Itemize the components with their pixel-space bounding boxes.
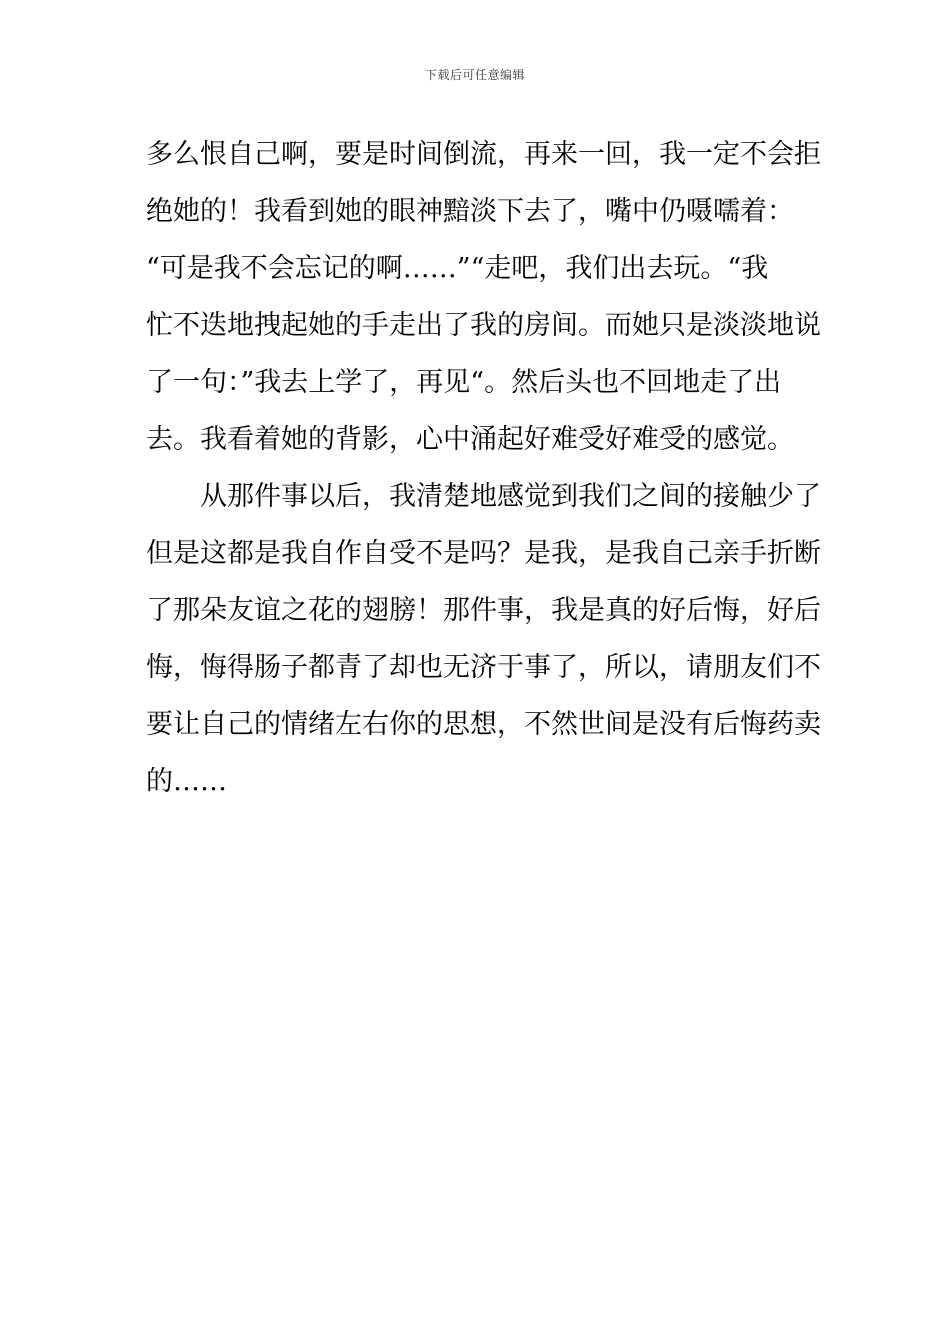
document-body [146, 126, 821, 810]
text-line: 了那朵友谊之花的翅膀！那件事，我是真的好后悔，好后 [146, 595, 821, 626]
text-line: 要让自己的情绪左右你的思想，不然世间是没有后悔药卖 [146, 709, 821, 740]
text-line: 忙不迭地拽起她的手走出了我的房间。而她只是淡淡地说 [146, 310, 821, 341]
paragraph-1 [146, 126, 821, 468]
paragraph-2 [146, 468, 821, 810]
text-line: 绝她的！我看到她的眼神黯淡下去了，嘴中仍嗫嚅着： [146, 196, 794, 227]
text-line: 去。我看着她的背影，心中涌起好难受好难受的感觉。 [146, 424, 794, 455]
text-line: 但是这都是我自作自受不是吗？是我，是我自己亲手折断 [146, 538, 821, 569]
page-header: 下载后可任意编辑 [424, 68, 525, 82]
text-line: 多么恨自己啊，要是时间倒流，再来一回，我一定不会拒 [146, 139, 821, 170]
text-line: 了一句：”我去上学了，再见“。然后头也不回地走了出 [146, 367, 782, 398]
text-line: 从那件事以后，我清楚地感觉到我们之间的接触少了 [200, 481, 821, 512]
text-line: 的…… [146, 766, 227, 797]
text-line: 悔，悔得肠子都青了却也无济于事了，所以，请朋友们不 [146, 652, 821, 683]
text-line: “可是我不会忘记的啊……”“走吧，我们出去玩。“我 [146, 253, 769, 284]
